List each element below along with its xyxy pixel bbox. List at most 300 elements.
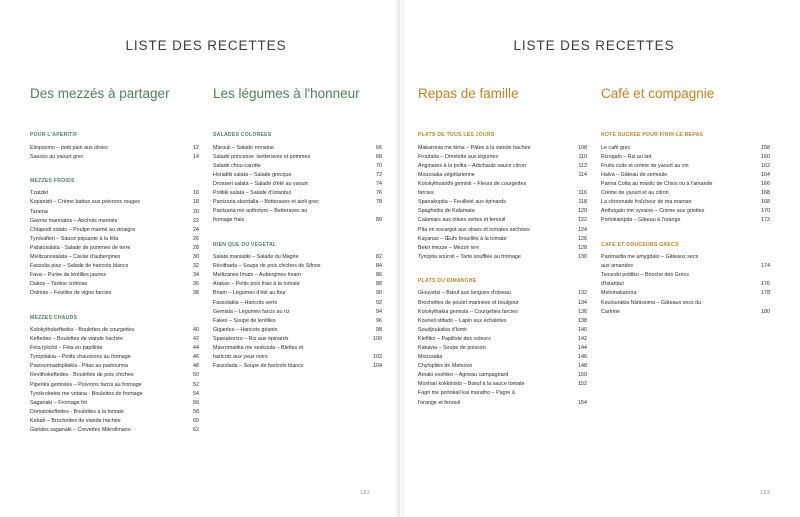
- index-entry-page-number: 46: [193, 354, 199, 361]
- index-entry[interactable]: [418, 299, 587, 308]
- index-entry-label: Pantzaria skordalia – Betteraves et aioli grec: [213, 199, 319, 206]
- column-title: Les légumes à l'honneur: [213, 86, 360, 101]
- index-entry-label: Anthogalo me vyssino – Crème aux griottes: [601, 208, 705, 215]
- index-entry-page-number: 134: [578, 299, 587, 306]
- index-entry-label: Le café grec: [601, 144, 631, 151]
- index-entry[interactable]: [418, 253, 587, 262]
- index-entry-label: Spaghettis de Kalamata: [418, 208, 475, 215]
- index-entry-label: Tyropitakia – Petits chaussons au fromage: [30, 354, 131, 361]
- column-mezzes: [30, 86, 199, 444]
- index-entry-label: Gemista – Légumes farcis au riz: [213, 308, 290, 315]
- index-entry-page-number: 86: [376, 272, 382, 279]
- index-entry-page-number: 18: [193, 199, 199, 206]
- column-legumes: [213, 86, 382, 444]
- index-entry-page-number: 16: [193, 190, 199, 197]
- index-entry-page-number: 136: [578, 308, 587, 315]
- index-entry-label: Pastourmadopitakia - Pitas au pastourma: [30, 363, 129, 370]
- index-entry[interactable]: [213, 335, 382, 344]
- index-entry-label: Anginares à la polita – Artichauts sauce citron: [418, 162, 527, 169]
- index-entry-page-number: 174: [761, 263, 770, 270]
- index-entry-label: Kolokythokeftedes - Boulettes de courgettes: [30, 327, 135, 333]
- column-title: Des mezzés à partager: [30, 86, 170, 101]
- index-entry-label: Garides saganaki – Crevettes Mikrolimano: [30, 427, 131, 434]
- index-entry-page-number: 56: [193, 399, 199, 406]
- group-spacer: [601, 235, 770, 242]
- index-entry-page-number: 90: [376, 290, 382, 297]
- index-entry[interactable]: [30, 244, 199, 253]
- index-entry[interactable]: [418, 153, 587, 162]
- index-entry-page-number: 14: [193, 153, 199, 160]
- index-entry[interactable]: [418, 389, 587, 398]
- index-entry-page-number: 38: [193, 290, 199, 297]
- index-entry-label: Moshari kokkinisto – Bœuf à la sauce tomate: [418, 381, 525, 388]
- index-entry-page-number: 72: [376, 171, 382, 178]
- index-group-heading: MEZZES FROIDS: [30, 177, 75, 184]
- index-entry[interactable]: [30, 371, 199, 380]
- index-entry-page-number: 138: [578, 317, 587, 324]
- index-entry-page-number: 84: [376, 263, 382, 270]
- index-entry[interactable]: [418, 353, 587, 362]
- index-entry-list: [30, 326, 199, 435]
- index-entry-page-number: 168: [761, 199, 770, 206]
- index-entry-page-number: 82: [376, 254, 382, 261]
- group-spacer: [213, 235, 382, 242]
- index-entry[interactable]: [601, 144, 770, 153]
- columns-left: [30, 86, 382, 444]
- index-entry-label: Mavromatika me seskoula – Blettes et: [213, 344, 304, 351]
- index-entry[interactable]: [30, 381, 199, 390]
- index-entry-list: [30, 144, 199, 162]
- index-entry-page-number: 24: [193, 226, 199, 233]
- index-entry-label: Piperiès gemistès – Poivrons farcis au fromage: [30, 381, 142, 388]
- index-group-heading: RIEN QUE DU VEGETAL: [213, 241, 277, 248]
- index-entry[interactable]: [30, 235, 199, 244]
- index-entry[interactable]: [30, 326, 199, 335]
- index-group-heading: POUR L'APERITIF: [30, 132, 78, 139]
- index-entry-page-number: 88: [376, 281, 382, 288]
- index-entry-label: Sauces au yaourt grec: [30, 153, 84, 160]
- index-entry-page-number: 50: [193, 372, 199, 379]
- index-entry-page-number: 48: [193, 363, 199, 370]
- index-entry[interactable]: [601, 299, 770, 308]
- index-entry-page-number: 154: [578, 399, 587, 406]
- index-entry-label: Fagri me portokali kai maratho – Pagre à: [418, 390, 515, 397]
- index-entry[interactable]: [30, 217, 199, 226]
- index-entry-list: [418, 144, 587, 262]
- index-entry[interactable]: [418, 180, 587, 189]
- index-entry[interactable]: [213, 344, 382, 353]
- index-entry[interactable]: [418, 326, 587, 335]
- index-entry-page-number: 128: [578, 244, 587, 251]
- index-entry-label: aux amandes: [601, 263, 634, 270]
- index-entry[interactable]: [601, 180, 770, 189]
- index-entry-page-number: 34: [193, 272, 199, 279]
- index-entry-label: Moussaka végétarienne: [418, 171, 475, 178]
- index-entry-label: Pantzaria me anthotyro – Betteraves au: [213, 208, 308, 215]
- index-entry-label: Melomakarona: [601, 290, 637, 297]
- index-group-heading: PLATS DE TOUS LES JOURS: [418, 132, 495, 139]
- index-entry[interactable]: [601, 153, 770, 162]
- index-entry-page-number: 62: [193, 427, 199, 434]
- columns-right: [418, 86, 770, 417]
- index-entry-label: Tzatziki: [30, 190, 49, 197]
- index-entry[interactable]: [30, 226, 199, 235]
- index-entry[interactable]: [30, 399, 199, 408]
- index-group: [601, 242, 770, 317]
- index-entry-label: Révithada – Soupe de pois chiches de Sifnos: [213, 263, 321, 270]
- index-entry[interactable]: [418, 189, 587, 198]
- index-entry[interactable]: [30, 271, 199, 280]
- index-entry-label: Fava – Purée de lentilles jaunes: [30, 272, 107, 279]
- index-entry-label: Briam – Légumes d'été au four: [213, 290, 286, 297]
- index-entry-label: Rizogalo – Riz au lait: [601, 153, 652, 160]
- index-entry[interactable]: [213, 262, 382, 271]
- index-entry-label: Pita en escargot aux olives et tomates séchées: [418, 226, 530, 233]
- page-number-right: 183: [760, 490, 770, 496]
- index-entry[interactable]: [30, 417, 199, 426]
- page-number-left: 182: [360, 490, 370, 496]
- index-entry-label: Spanakopita – Feuilleté aux épinards: [418, 199, 506, 206]
- index-entry-label: Kebab – Brochettes de viande hachée: [30, 417, 121, 424]
- index-entry-label: Froutalia – Omelette aux légumes: [418, 153, 499, 160]
- index-entry-page-number: 170: [761, 208, 770, 215]
- index-entry[interactable]: [418, 216, 587, 225]
- index-entry-page-number: 144: [578, 344, 587, 351]
- index-entry-label: Tyropita souroti – Tarte soufflée au fromage: [418, 253, 521, 260]
- column-cafe: [601, 86, 770, 417]
- index-group-heading: MEZZES CHAUDS: [30, 314, 78, 321]
- index-entry[interactable]: [601, 198, 770, 207]
- index-entry-page-number: 66: [376, 144, 382, 151]
- index-group: [601, 132, 770, 225]
- index-entry[interactable]: [418, 308, 587, 317]
- index-entry-page-number: 12: [193, 144, 199, 151]
- index-entry-page-number: 180: [761, 308, 770, 315]
- index-entry[interactable]: [418, 399, 587, 408]
- index-entry-label: Dolmas – Feuilles de vigne farcies: [30, 290, 112, 297]
- index-entry-label: Moussaka: [418, 354, 443, 361]
- index-entry[interactable]: [213, 162, 382, 171]
- index-entry[interactable]: [213, 216, 382, 225]
- index-entry-label: Paximadia me amygdalo – Gâteaux secs: [601, 254, 699, 261]
- index-entry-page-number: 36: [193, 281, 199, 288]
- index-entry-label: Halva – Gâteau de semoule: [601, 171, 668, 178]
- index-entry[interactable]: [30, 144, 199, 153]
- index-entry-label: Gavros marinatos – Anchois marinés: [30, 217, 118, 224]
- index-entry-page-number: 30: [193, 254, 199, 261]
- running-head-left: LISTE DES RECETTES: [125, 38, 287, 53]
- index-entry-page-number: 172: [761, 217, 770, 224]
- index-entry[interactable]: [213, 317, 382, 326]
- index-entry-page-number: 44: [193, 345, 199, 352]
- index-entry-label: Calamars aux olives vertes et fenouil: [418, 217, 506, 224]
- index-entry[interactable]: [601, 262, 770, 271]
- index-entry-page-number: 52: [193, 381, 199, 388]
- index-entry-label: Revithokeftedes - Boulettes de pois chiches: [30, 372, 134, 379]
- index-entry-page-number: 100: [373, 335, 382, 342]
- index-entry-page-number: 54: [193, 390, 199, 397]
- index-entry[interactable]: [213, 253, 382, 262]
- index-entry[interactable]: [213, 171, 382, 180]
- index-entry[interactable]: [418, 380, 587, 389]
- index-entry-label: Salata maniatiki – Salade du Magne: [213, 254, 299, 261]
- index-entry-label: Kouneli stifado – Lapin aux échalotes: [418, 317, 507, 324]
- index-entry[interactable]: [601, 253, 770, 262]
- index-entry-label: Kopanisti – Crème battue aux poivrons rouges: [30, 199, 140, 206]
- index-entry[interactable]: [213, 353, 382, 362]
- index-entry[interactable]: [418, 235, 587, 244]
- index-entry-page-number: 20: [193, 208, 199, 215]
- index-entry-list: [213, 144, 382, 226]
- index-entry[interactable]: [213, 144, 382, 153]
- index-entry-label: Fruits cuits et crème de yaourt au vin: [601, 162, 689, 169]
- index-entry-label: Portokalopita – Gâteau à l'orange: [601, 217, 681, 224]
- index-entry[interactable]: [30, 408, 199, 417]
- index-entry-page-number: 112: [578, 162, 587, 169]
- index-entry-label: Panna Cotta au mastic de Chios ou à l'amande: [601, 181, 713, 188]
- index-group-heading: SALADES COLOREES: [213, 132, 272, 139]
- index-entry[interactable]: [30, 362, 199, 371]
- index-entry[interactable]: [30, 335, 199, 344]
- index-entry-page-number: 166: [761, 181, 770, 188]
- index-entry-page-number: 118: [578, 199, 587, 206]
- index-entry-page-number: 40: [193, 327, 199, 333]
- index-entry[interactable]: [213, 299, 382, 308]
- index-entry-page-number: 70: [376, 162, 382, 169]
- index-entry-label: Kleftiko – Papillote des voleurs: [418, 335, 491, 342]
- index-entry[interactable]: [601, 207, 770, 216]
- page-right: [400, 0, 800, 517]
- index-entry-label: l'orange et fenouil: [418, 399, 461, 406]
- index-entry-label: Saganaki – Fromage frit: [30, 399, 88, 406]
- index-entry[interactable]: [30, 153, 199, 162]
- index-entry[interactable]: [418, 344, 587, 353]
- index-entry-label: Arnaki exohiko – Agneau campagnard: [418, 372, 509, 379]
- index-entry-page-number: 130: [578, 253, 587, 260]
- index-entry-page-number: 26: [193, 235, 199, 242]
- index-entry[interactable]: [213, 189, 382, 198]
- index-entry-label: Carême: [601, 308, 621, 315]
- index-entry[interactable]: [30, 390, 199, 399]
- index-entry-page-number: 140: [578, 326, 587, 333]
- column-groups: [601, 132, 770, 317]
- index-entry[interactable]: [30, 262, 199, 271]
- index-entry-page-number: 32: [193, 263, 199, 270]
- index-entry-label: Bekri mezze – Mezzé ivre: [418, 244, 480, 251]
- index-entry[interactable]: [418, 226, 587, 235]
- index-entry-label: Melitzanosalata – Caviar d'aubergines: [30, 254, 121, 261]
- index-entry-label: Kakavia – Soupe de poisson: [418, 344, 486, 351]
- index-group: [30, 315, 199, 436]
- index-entry-page-number: 58: [193, 408, 199, 415]
- group-spacer: [30, 308, 199, 315]
- index-entry-page-number: 76: [376, 190, 382, 197]
- index-entry[interactable]: [601, 216, 770, 225]
- running-head-right: LISTE DES RECETTES: [513, 38, 675, 53]
- index-entry[interactable]: [601, 271, 770, 280]
- index-entry-label: Feta tylichti – Féta en papillote: [30, 345, 103, 352]
- index-entry-page-number: 162: [761, 162, 770, 169]
- column-title: Repas de famille: [418, 86, 519, 101]
- index-entry-label: Chylopitès de Metsovo: [418, 363, 473, 370]
- index-group-heading: PLATS DU DIMANCHE: [418, 277, 477, 284]
- index-entry-page-number: 116: [578, 190, 587, 197]
- index-entry[interactable]: [418, 171, 587, 180]
- index-group: [213, 132, 382, 225]
- index-entry-page-number: 132: [578, 290, 587, 297]
- index-entry-label: Kayanas – Œufs brouillés à la tomate: [418, 235, 507, 242]
- index-entry[interactable]: [601, 162, 770, 171]
- index-entry-page-number: 78: [376, 199, 382, 206]
- index-entry-page-number: 110: [578, 153, 587, 160]
- index-entry[interactable]: [418, 317, 587, 326]
- index-entry[interactable]: [601, 280, 770, 289]
- index-entry[interactable]: [601, 171, 770, 180]
- group-spacer: [418, 271, 587, 278]
- index-entry[interactable]: [601, 289, 770, 298]
- index-entry[interactable]: [30, 289, 199, 298]
- index-entry-page-number: 42: [193, 336, 199, 343]
- index-entry[interactable]: [30, 353, 199, 362]
- index-entry-label: Chtapodi xidato – Poulpe mariné au vinaigre: [30, 226, 136, 233]
- index-entry-page-number: 142: [578, 335, 587, 342]
- group-spacer: [30, 171, 199, 178]
- index-entry[interactable]: [601, 308, 770, 317]
- index-entry-label: Salade princesse -betteraves et pommes: [213, 153, 311, 160]
- index-entry-label: Spanakorizo – Riz aux épinards: [213, 335, 289, 342]
- index-entry[interactable]: [418, 335, 587, 344]
- index-entry-label: Tyrokafteri – Sauce piquante à la féta: [30, 235, 119, 242]
- index-entry-page-number: 80: [376, 217, 382, 224]
- index-entry-label: Koulourakia Nistissima – Gâteaux secs du: [601, 299, 702, 306]
- index-entry[interactable]: [418, 244, 587, 253]
- index-group: [213, 242, 382, 372]
- index-entry-page-number: 28: [193, 244, 199, 251]
- index-entry-label: Tyrokroketes me votana - Boulettes de fromage: [30, 390, 143, 397]
- index-entry-page-number: 126: [578, 235, 587, 242]
- index-entry-page-number: 122: [578, 217, 587, 224]
- index-entry-page-number: 152: [578, 381, 587, 388]
- index-entry[interactable]: [30, 198, 199, 207]
- index-entry[interactable]: [30, 189, 199, 198]
- index-entry-page-number: 124: [578, 226, 587, 233]
- index-entry[interactable]: [213, 207, 382, 216]
- index-entry-page-number: 60: [193, 417, 199, 424]
- index-entry-page-number: 104: [373, 363, 382, 370]
- index-entry-label: Domatokeftedes - Boulettes à la tomate: [30, 408, 124, 415]
- index-entry-label: Arakas – Petits pois frais à la tomate: [213, 281, 300, 288]
- index-entry-label: Makaronia me kima – Pâtes à la viande hachée: [418, 144, 531, 151]
- index-group: [30, 132, 199, 162]
- index-entry[interactable]: [30, 426, 199, 435]
- column-groups: [30, 132, 199, 435]
- index-entry-label: Tarama: [30, 208, 48, 215]
- index-entry[interactable]: [601, 189, 770, 198]
- index-entry-label: Marouli – Salade romaine: [213, 144, 274, 151]
- index-entry[interactable]: [213, 326, 382, 335]
- index-entry-page-number: 164: [761, 171, 770, 178]
- index-entry[interactable]: [418, 289, 587, 298]
- index-entry-page-number: 120: [578, 208, 587, 215]
- index-entry-label: Brochettes de poulet marinées et boulgour: [418, 299, 519, 306]
- index-entry-label: Eliopsomo – petit pain aux olives: [30, 144, 108, 151]
- column-repas: [418, 86, 587, 417]
- index-entry[interactable]: [213, 271, 382, 280]
- index-entry-page-number: 92: [376, 299, 382, 306]
- index-entry[interactable]: [30, 208, 199, 217]
- index-entry-page-number: 22: [193, 217, 199, 224]
- index-entry[interactable]: [418, 371, 587, 380]
- index-entry-label: haricots aux yeux noirs: [213, 354, 268, 361]
- index-entry-label: Keftedes – Boulettes de viande hachée: [30, 336, 123, 343]
- index-entry-page-number: 98: [376, 326, 382, 333]
- index-entry-page-number: 148: [578, 363, 587, 370]
- index-entry-label: Dakos – Tartine crétoise: [30, 281, 88, 288]
- index-entry-label: Patatosalata - Salade de pommes de terre: [30, 244, 131, 251]
- index-entry[interactable]: [213, 289, 382, 298]
- index-entry-label: Fakes – Soupe de lentilles: [213, 317, 276, 324]
- index-entry-page-number: 146: [578, 354, 587, 361]
- index-entry-list: [213, 253, 382, 371]
- index-entry[interactable]: [213, 308, 382, 317]
- index-entry-label: Horiatiki salata – Salade grecque: [213, 171, 292, 178]
- index-entry-label: Tsoureki politiko – Brioche des Grecs: [601, 272, 689, 279]
- index-entry-page-number: 94: [376, 308, 382, 315]
- index-entry-label: fromage frais: [213, 217, 245, 224]
- index-group: [30, 178, 199, 299]
- column-title: Café et compagnie: [601, 86, 715, 101]
- index-entry[interactable]: [213, 180, 382, 189]
- index-entry[interactable]: [418, 144, 587, 153]
- index-entry[interactable]: [213, 198, 382, 207]
- index-entry-label: d'Istanbul: [601, 281, 624, 288]
- index-entry-page-number: 176: [761, 281, 770, 288]
- index-entry[interactable]: [418, 162, 587, 171]
- index-entry[interactable]: [213, 280, 382, 289]
- column-groups: [418, 132, 587, 407]
- index-group-heading: NOTE SUCREE POUR FINIR LE REPAS: [601, 132, 704, 139]
- index-entry-label: farcies: [418, 190, 434, 197]
- index-entry[interactable]: [418, 207, 587, 216]
- column-groups: [213, 132, 382, 371]
- index-entry[interactable]: [30, 344, 199, 353]
- index-entry[interactable]: [30, 280, 199, 289]
- index-entry-page-number: 178: [761, 290, 770, 297]
- index-entry[interactable]: [418, 362, 587, 371]
- index-entry-label: Soudjoukakia d'Ismir: [418, 326, 468, 333]
- index-entry-label: La citronnade fraîcheur de ma maman: [601, 199, 692, 206]
- index-entry-list: [601, 144, 770, 226]
- index-entry-page-number: 160: [761, 153, 770, 160]
- index-entry-page-number: 96: [376, 317, 382, 324]
- index-entry-label: Fassolada – Soupe de haricots blancs: [213, 363, 304, 370]
- index-group: [418, 132, 587, 262]
- index-entry-label: Drosseri salata – Salade d'été au yaourt: [213, 181, 308, 188]
- index-entry-label: Politiki salata – Salade d'Istanbul: [213, 190, 291, 197]
- index-entry[interactable]: [30, 253, 199, 262]
- index-entry-label: Kolokythoanthi gemisti – Fleurs de courgettes: [418, 181, 527, 188]
- index-entry[interactable]: [418, 198, 587, 207]
- index-entry-label: Fassolia piaz – Salade de haricots blancs: [30, 263, 129, 270]
- index-entry-label: Salade chou-carotte: [213, 162, 261, 169]
- index-entry[interactable]: [213, 153, 382, 162]
- index-entry-page-number: 114: [578, 171, 587, 178]
- index-entry-label: Crème de yaourt et au citron: [601, 190, 669, 197]
- index-group-heading: CAFE ET DOUCEURS GRECS: [601, 241, 679, 248]
- index-entry-label: Fassolakia – Haricots verts: [213, 299, 278, 306]
- index-entry-page-number: 102: [373, 354, 382, 361]
- index-entry[interactable]: [213, 362, 382, 371]
